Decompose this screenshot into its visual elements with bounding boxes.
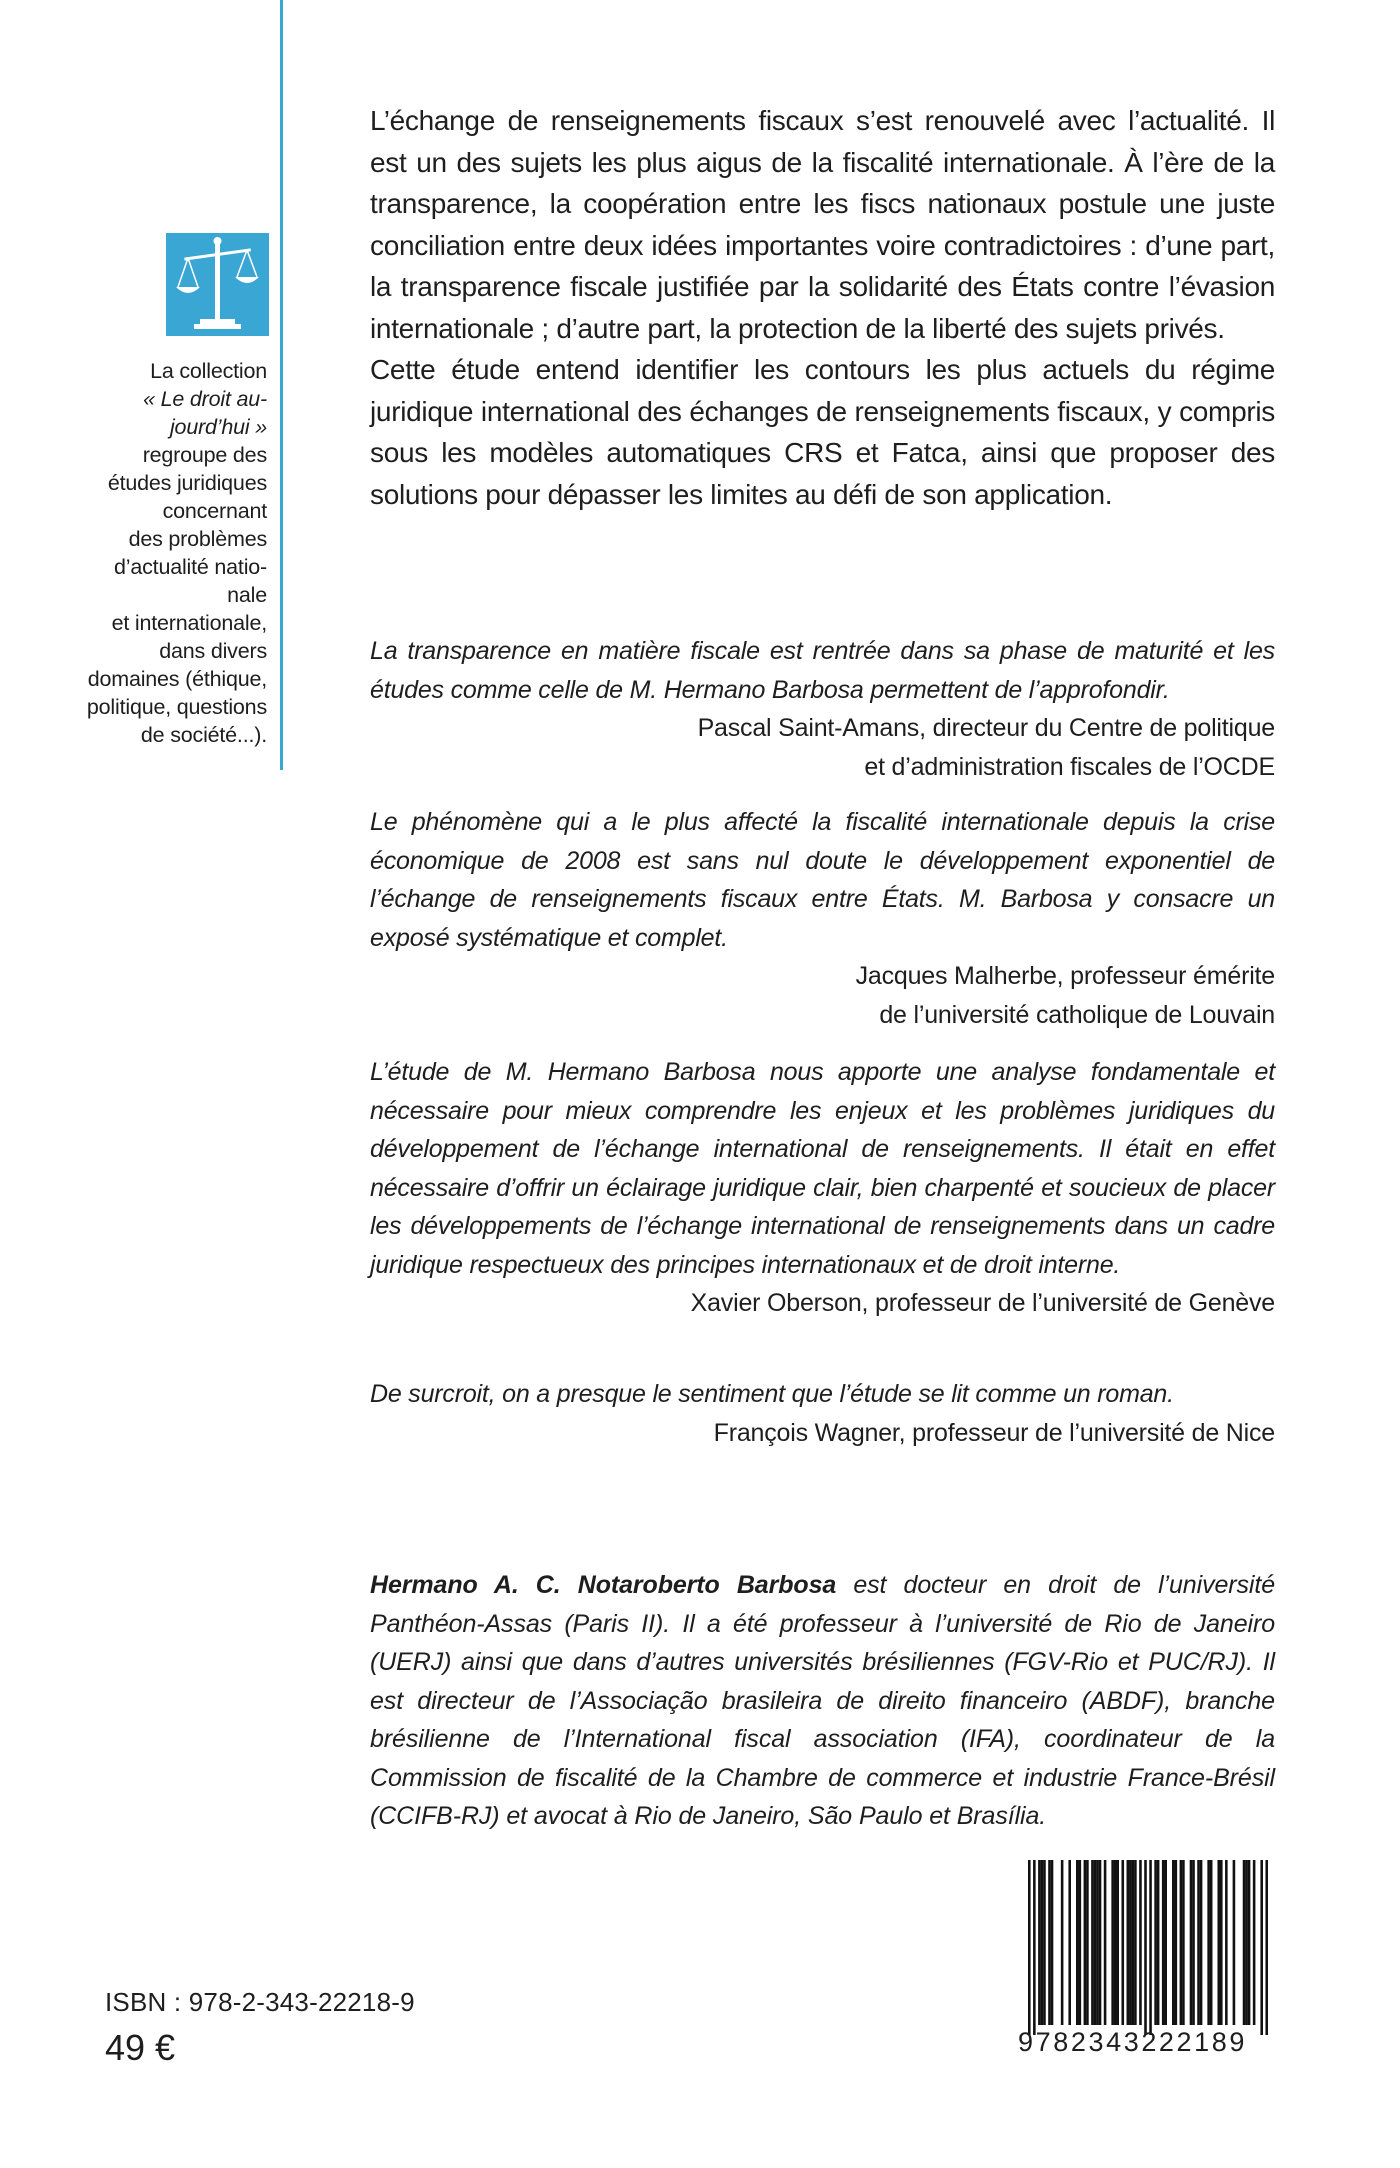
barcode-bar [1127,1860,1130,2025]
scales-of-justice-icon [166,233,269,336]
barcode-bar [1233,1860,1236,2025]
barcode-bar [1116,1860,1119,2025]
barcode-bar [1086,1860,1089,2025]
barcode-bar [1094,1860,1097,2025]
quote-text: La transparence en matière fiscale est rentrée dans sa phase de maturité et les études comme celle de M. Hermano Barbosa permettent de l’approfondir. [370,637,1275,704]
quote-attribution [370,709,1275,786]
barcode-bar [1175,1860,1178,2025]
barcode-bar [1129,1860,1132,2025]
barcode-bar [1245,1860,1248,2025]
collection-description [40,357,267,749]
book-summary [370,100,1275,515]
barcode-bar [1139,1860,1142,2025]
barcode-bar [1114,1860,1117,2025]
barcode-bar [1260,1860,1263,2035]
barcode-bar [1190,1860,1193,2025]
barcode-bar [1248,1860,1251,2025]
sidebar-line: dans divers [159,639,267,663]
biography-text: est docteur en droit de l’université Panthéon-Assas (Paris II). Il a été professeur à l’université de Rio de Janeiro (UERJ) ainsi que dans d’autres universités brésiliennes (FGV-Rio et PUC/RJ). Il est directeur de l’Associação brasileira de direito financeiro (ABDF), branche brésilienne de l’International fiscal association (IFA), coordinateur de la Commission de fiscalité de la Chambre de commerce et industrie France-Brésil (CCIFB-RJ) et avocat à Rio de Janeiro, São Paulo et Brasília. [370,1571,1276,1830]
attribution-line: Xavier Oberson, professeur de l’université de Genève [690,1289,1275,1317]
barcode-bar [1121,1860,1124,2025]
barcode-bar [1041,1860,1044,2025]
barcode-bar [1243,1860,1246,2025]
barcode-bar [1096,1860,1099,2025]
barcode-bar [1051,1860,1054,2025]
sidebar-line: études juridiques [107,471,267,495]
barcode-bar [1210,1860,1213,2025]
barcode-bar [1084,1860,1087,2025]
sidebar-line: La collection [150,359,267,383]
author-name: Hermano A. C. Notaroberto Barbosa [370,1571,837,1599]
quote-text: L’étude de M. Hermano Barbosa nous apporte une analyse fondamentale et nécessaire pour mieux comprendre les enjeux et les problèmes juridiques du développement de l’échange international de renseignements. Il était en effet nécessaire d’offrir un éclairage juridique clair, bien charpenté et soucieux de placer les développements de l’échange international de renseignements dans un cadre juridique respectueux des principes internationaux et de droit interne. [370,1058,1275,1279]
endorsement-quote [370,803,1275,1034]
sidebar-line: de société...). [140,723,267,747]
sidebar-line: des problèmes [128,527,267,551]
barcode-bar [1265,1860,1268,2035]
summary-paragraph: Cette étude entend identifier les contours les plus actuels du régime juridique international des échanges de renseignements fiscaux, y compris sous les modèles automatiques CRS et Fatca, ainsi que proposer des solutions pour dépasser les limites au défi de son application. [370,354,1275,510]
barcode-bar [1200,1860,1203,2025]
quote-attribution [370,957,1275,1034]
attribution-line: de l’université catholique de Louvain [879,1000,1275,1029]
barcode-bar [1048,1860,1051,2025]
barcode-bar [1033,1860,1036,2035]
sidebar-line: domaines (éthique, [87,667,267,691]
barcode-bar [1154,1860,1157,2025]
quote-text: Le phénomène qui a le plus affecté la fiscalité internationale depuis la crise économique de 2008 est sans nul doute le développement exponentiel de l’échange de renseignements fiscaux entre États. M. Barbosa y consacre un exposé systématique et complet. [370,808,1275,952]
barcode-bar [1217,1860,1220,2025]
barcode-bar [1180,1860,1183,2025]
quote-attribution [370,1284,1275,1323]
barcode-bar [1079,1860,1082,2025]
barcode-bar [1091,1860,1094,2025]
barcode-bar [1144,1860,1147,2035]
collection-name-line: « Le droit au- [143,387,267,411]
barcode-number: 9782343222189 [1018,2027,1248,2057]
attribution-line: Pascal Saint-Amans, directeur du Centre de politique [697,714,1275,742]
barcode-bar [1207,1860,1210,2025]
barcode-bar [1111,1860,1114,2025]
barcode-bar [1061,1860,1064,2025]
isbn-label: ISBN : 978-2-343-22218-9 [105,1987,415,2017]
barcode-bar [1104,1860,1107,2025]
sidebar-line: d’actualité natio- [114,555,267,579]
author-biography [370,1566,1275,1836]
collection-name-line: jourd’hui » [169,415,267,439]
barcode-bar [1149,1860,1152,2035]
sidebar-line: concernant [162,499,267,523]
quote-attribution [370,1414,1275,1453]
barcode-bar [1132,1860,1135,2025]
barcode-bar [1253,1860,1256,2025]
endorsement-quote [370,1375,1275,1452]
barcode-bar [1164,1860,1167,2025]
barcode-bar [1099,1860,1102,2025]
attribution-line: François Wagner, professeur de l’université de Nice [713,1418,1275,1447]
barcode-bar [1197,1860,1200,2025]
barcode-bar [1068,1860,1071,2025]
summary-paragraph: L’échange de renseignements fiscaux s’est renouvelé avec l’actualité. Il est un des sujets les plus aigus de la fiscalité internationale. À l’ère de la transparence, la coopération entre les fiscs nationaux postule une juste conciliation entre deux idées importantes voire contradictoires : d’une part, la transparence fiscale justifiée par la solidarité des États contre l’évasion internationale ; d’autre part, la protection de la liberté des sujets privés. [370,105,1275,344]
barcode-bar [1076,1860,1079,2025]
barcode-bar [1038,1860,1041,2025]
barcode-bar [1162,1860,1165,2025]
barcode-bar [1134,1860,1137,2025]
barcode-image [1028,1860,1268,2035]
sidebar-line: regroupe des [142,443,267,467]
sidebar-line: et internationale, [111,611,267,635]
endorsement-quote [370,632,1275,786]
sidebar-line: nale [227,583,267,607]
sidebar-line: politique, questions [86,695,267,719]
barcode-bar [1172,1860,1175,2025]
endorsement-quote [370,1053,1275,1323]
barcode-bar [1043,1860,1046,2025]
barcode-bar [1225,1860,1228,2025]
attribution-line: et d’administration fiscales de l’OCDE [864,752,1275,781]
accent-divider-line [280,0,283,770]
barcode-bar [1157,1860,1160,2025]
barcode-bar [1192,1860,1195,2025]
quote-text: De surcroit, on a presque le sentiment que l’étude se lit comme un roman. [370,1380,1174,1408]
price-label: 49 € [105,2027,176,2068]
barcode-bar [1182,1860,1185,2025]
barcode-bar [1220,1860,1223,2025]
attribution-line: Jacques Malherbe, professeur émérite [855,962,1275,990]
barcode-bar [1028,1860,1031,2035]
